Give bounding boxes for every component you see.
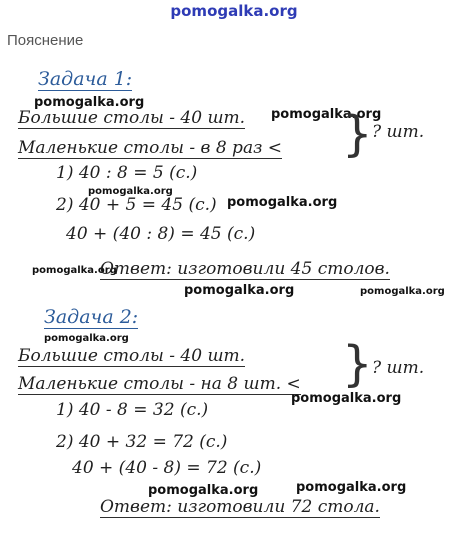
task-2-brace: }: [342, 336, 373, 392]
task-1-step-1: 1) 40 : 8 = 5 (с.): [56, 163, 198, 183]
task-1-title-text: Задача 1:: [38, 68, 133, 90]
watermark: pomogalka.org: [271, 107, 382, 122]
task-2-small-tables: Маленькие столы - на 8 шт. <: [18, 374, 301, 394]
task-1-question: ? шт.: [372, 122, 425, 142]
watermark: pomogalka.org: [227, 195, 338, 210]
task-2-step-1: 1) 40 - 8 = 32 (с.): [56, 400, 209, 420]
task-2-answer: Ответ: изготовили 72 стола.: [100, 497, 380, 517]
task-2-question: ? шт.: [372, 358, 425, 378]
task-1-step-2: 2) 40 + 5 = 45 (с.): [56, 195, 217, 215]
site-header-watermark: pomogalka.org: [170, 2, 298, 20]
watermark: pomogalka.org: [291, 391, 402, 406]
task-1-answer: Ответ: изготовили 45 столов.: [100, 259, 390, 279]
task-1-small-tables: Маленькие столы - в 8 раз <: [18, 138, 282, 158]
task-1-big-tables: Большие столы - 40 шт.: [18, 108, 246, 128]
task-1-title: [38, 68, 132, 90]
task-2-title: [44, 306, 138, 328]
watermark: pomogalka.org: [88, 186, 173, 197]
watermark: pomogalka.org: [184, 283, 295, 298]
watermark: pomogalka.org: [44, 333, 129, 344]
task-1-brace: }: [342, 106, 373, 162]
task-2-expression: 40 + (40 - 8) = 72 (с.): [72, 458, 262, 478]
watermark: pomogalka.org: [360, 286, 445, 297]
watermark: pomogalka.org: [148, 483, 259, 498]
watermark: pomogalka.org: [34, 95, 145, 110]
task-2-big-tables: Большие столы - 40 шт.: [18, 346, 246, 366]
watermark: pomogalka.org: [32, 265, 117, 276]
task-1-expression: 40 + (40 : 8) = 45 (с.): [66, 224, 256, 244]
section-title: Пояснение: [7, 32, 84, 49]
task-2-step-2: 2) 40 + 32 = 72 (с.): [56, 432, 228, 452]
task-2-title-text: Задача 2:: [44, 306, 139, 328]
watermark: pomogalka.org: [296, 480, 407, 495]
